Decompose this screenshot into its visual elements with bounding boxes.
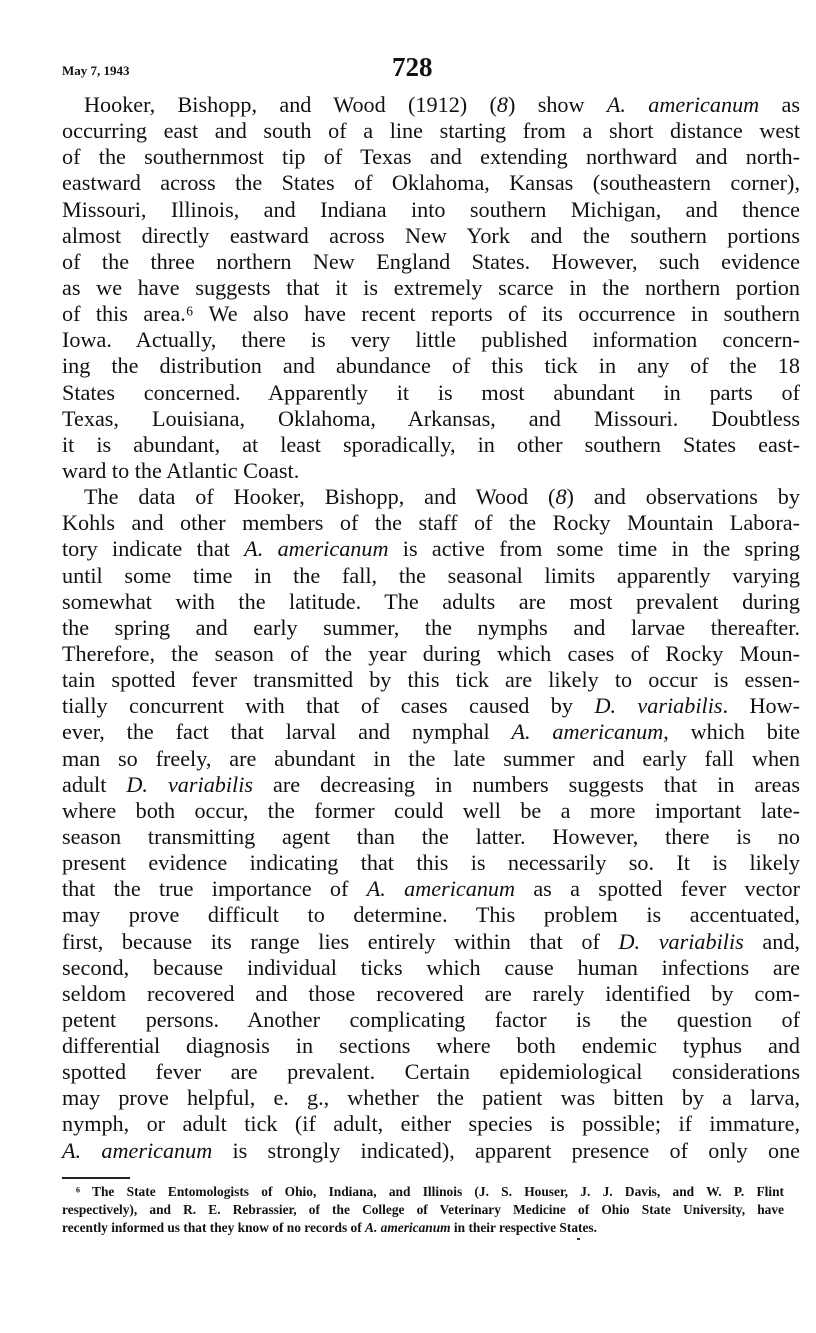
text-segment: Kohls and other members of the staff of the Rocky Mountain Labora-: [62, 510, 800, 536]
text-line: [62, 223, 800, 249]
page-date: May 7, 1943: [62, 63, 130, 78]
text-line: [62, 824, 800, 850]
text-segment: it is abundant, at least sporadically, in other southern States east-: [62, 431, 800, 457]
italic-text: A. americanum: [366, 876, 516, 902]
text-segment: as: [759, 92, 800, 117]
text-segment: occurring east and south of a line starting from a short distance west: [62, 118, 800, 144]
text-segment: States concerned. Apparently it is most abundant in parts of: [62, 379, 800, 405]
italic-text: A. americanum: [606, 92, 760, 117]
text-segment: somewhat with the latitude. The adults are most prevalent during: [62, 588, 800, 614]
text-line: [62, 876, 800, 902]
text-line: [62, 1111, 800, 1137]
text-line: [62, 589, 800, 615]
text-line: [62, 1007, 800, 1033]
text-segment: that the true importance of: [62, 876, 367, 902]
text-segment: ⁶ The State Entomologists of Ohio, Indiana, and Illinois (J. S. Houser, J. J. Davis, and W. P. Flint: [76, 1184, 784, 1199]
footnote-rule: [62, 1177, 130, 1179]
text-segment: Missouri, Illinois, and Indiana into southern Michigan, and thence: [62, 196, 800, 222]
text-line: [62, 432, 800, 458]
text-line: [62, 380, 800, 406]
text-segment: man so freely, are abundant in the late summer and early fall when: [62, 745, 800, 771]
text-segment: tially concurrent with that of cases caused by: [62, 693, 595, 719]
footnote-line: [62, 1219, 784, 1237]
text-line: [62, 197, 800, 223]
text-line: [62, 118, 800, 144]
text-segment: is active from some time in the spring: [388, 536, 800, 562]
text-line: [62, 301, 800, 327]
text-segment: ward to the Atlantic Coast.: [62, 457, 300, 483]
text-segment: adult: [62, 771, 127, 797]
text-segment: seldom recovered and those recovered are rarely identified by com-: [62, 980, 800, 1006]
text-segment: differential diagnosis in sections where both endemic typhus and: [62, 1033, 800, 1059]
text-line: [62, 1138, 800, 1164]
text-line: [62, 484, 800, 510]
italic-text: 8: [496, 92, 508, 117]
text-segment: The data of Hooker, Bishopp, and Wood (: [84, 484, 556, 510]
text-line: [62, 275, 800, 301]
text-line: [62, 798, 800, 824]
text-line: [62, 144, 800, 170]
italic-text: D. variabilis: [618, 928, 744, 954]
text-segment: Iowa. Actually, there is very little published information concern-: [62, 327, 800, 353]
print-mark: [577, 1238, 580, 1240]
italic-text: 8: [555, 484, 567, 510]
text-segment: as a spotted fever vector: [515, 876, 800, 902]
text-segment: is strongly indicated), apparent presence of only one: [212, 1137, 800, 1163]
text-line: [62, 353, 800, 379]
text-segment: ing the distribution and abundance of this tick in any of the 18: [62, 353, 800, 379]
text-segment: present evidence indicating that this is necessarily so. It is likely: [62, 850, 800, 876]
italic-text: A. americanum: [511, 719, 664, 745]
text-line: [62, 406, 800, 432]
text-segment: respectively), and R. E. Rebrassier, of the College of Veterinary Medicine of Ohio State University, have: [62, 1202, 784, 1217]
text-segment: the spring and early summer, the nymphs and larvae thereafter.: [62, 614, 800, 640]
text-line: [62, 719, 800, 745]
text-segment: spotted fever are prevalent. Certain epidemiological considerations: [62, 1059, 800, 1085]
text-line: [62, 1085, 800, 1111]
text-line: [62, 929, 800, 955]
text-line: [62, 746, 800, 772]
text-line: [62, 170, 800, 196]
text-segment: tory indicate that: [62, 536, 245, 562]
text-segment: as we have suggests that it is extremely scarce in the northern portion: [62, 274, 800, 300]
text-segment: in their respective States.: [450, 1220, 597, 1235]
text-segment: of the southernmost tip of Texas and extending northward and north-: [62, 144, 800, 170]
italic-text: D. variabilis: [126, 771, 254, 797]
text-line: [62, 1059, 800, 1085]
text-segment: eastward across the States of Oklahoma, Kansas (southeastern corner),: [62, 170, 800, 196]
text-segment: Therefore, the season of the year during which cases of Rocky Moun-: [62, 640, 800, 666]
italic-text: A. americanum: [244, 536, 389, 562]
text-segment: recently informed us that they know of no records of: [62, 1220, 366, 1235]
text-line: [62, 510, 800, 536]
text-segment: tain spotted fever transmitted by this tick are likely to occur is essen-: [62, 667, 800, 693]
text-segment: where both occur, the former could well be a more important late-: [62, 797, 800, 823]
text-segment: are decreasing in numbers suggests that in areas: [253, 771, 800, 797]
text-line: [62, 249, 800, 275]
text-segment: Hooker, Bishopp, and Wood (1912) (: [84, 92, 497, 117]
text-segment: of the three northern New England States. However, such evidence: [62, 248, 800, 274]
text-line: [62, 902, 800, 928]
text-segment: second, because individual ticks which cause human infections are: [62, 954, 800, 980]
text-line: [62, 641, 800, 667]
paragraph: [62, 92, 800, 484]
footnote: [62, 1183, 784, 1237]
text-segment: until some time in the fall, the seasonal limits apparently varying: [62, 562, 800, 588]
text-segment: ) show: [508, 92, 607, 117]
body-text: [62, 92, 800, 1164]
text-line: [62, 327, 800, 353]
italic-text: A. americanum: [62, 1137, 213, 1163]
text-segment: may prove helpful, e. g., whether the patient was bitten by a larva,: [62, 1085, 800, 1111]
text-segment: ) and observations by: [566, 484, 800, 510]
footnote-line: [62, 1201, 784, 1219]
text-segment: , which bite: [663, 719, 800, 745]
text-line: [62, 563, 800, 589]
page-number: 728: [392, 52, 433, 82]
text-segment: petent persons. Another complicating factor is the question of: [62, 1006, 800, 1032]
text-segment: ever, the fact that larval and nymphal: [62, 719, 512, 745]
text-segment: season transmitting agent than the latter. However, there is no: [62, 823, 800, 849]
text-line: [62, 92, 800, 118]
text-segment: first, because its range lies entirely within that of: [62, 928, 619, 954]
text-segment: . How-: [722, 693, 801, 719]
text-line: [62, 458, 800, 484]
text-segment: Texas, Louisiana, Oklahoma, Arkansas, and Missouri. Doubtless: [62, 405, 800, 431]
footnote-line: [62, 1183, 784, 1201]
italic-text: D. variabilis: [594, 693, 723, 719]
text-line: [62, 536, 800, 562]
paragraph: [62, 484, 800, 1164]
text-segment: nymph, or adult tick (if adult, either species is possible; if immature,: [62, 1111, 800, 1137]
text-segment: of this area.⁶ We also have recent reports of its occurrence in southern: [62, 301, 800, 327]
text-line: [62, 955, 800, 981]
text-line: [62, 667, 800, 693]
text-segment: almost directly eastward across New York and the southern portions: [62, 222, 800, 248]
text-line: [62, 1033, 800, 1059]
text-line: [62, 772, 800, 798]
text-line: [62, 615, 800, 641]
italic-text: A. americanum: [365, 1220, 451, 1235]
text-line: [62, 693, 800, 719]
text-segment: and,: [743, 928, 800, 954]
text-line: [62, 981, 800, 1007]
text-segment: may prove difficult to determine. This problem is accentuated,: [62, 902, 800, 928]
text-line: [62, 850, 800, 876]
